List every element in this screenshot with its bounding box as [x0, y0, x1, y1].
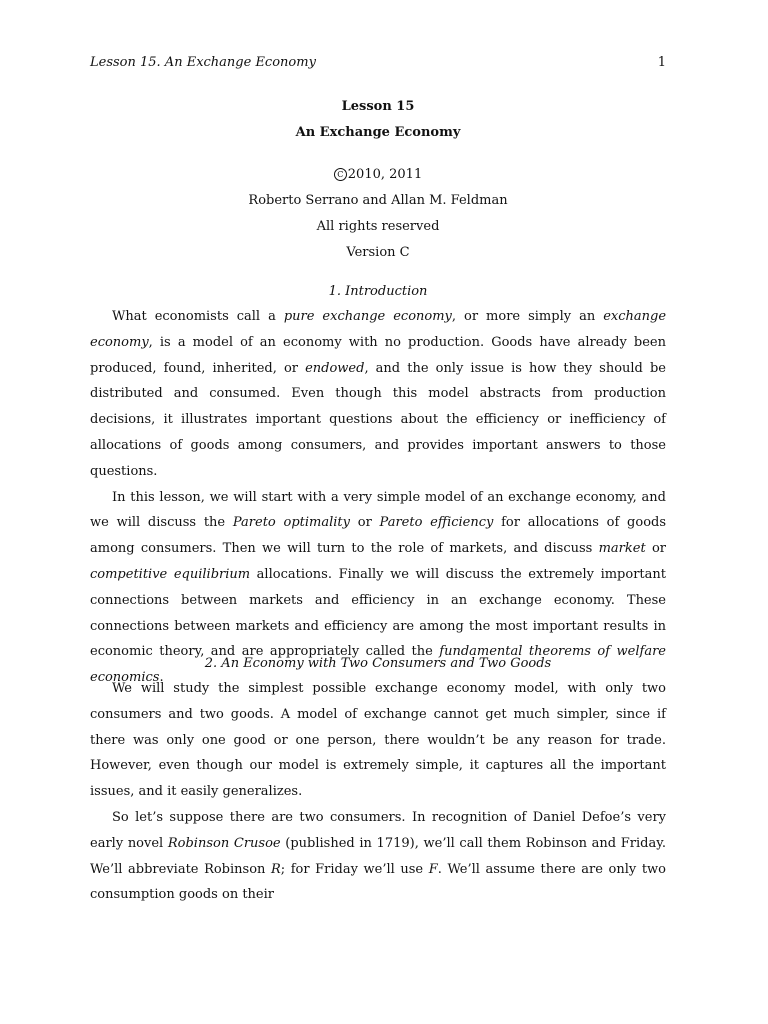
math-variable: F: [428, 861, 438, 877]
math-variable: R: [270, 861, 281, 877]
paragraph: We will study the simplest possible exchange economy model, with only two consumers and two goods. A model of exchange cannot get much simpler, since if there was only one good or one person, there wouldn’t be any reason for trade. However, even though our model is extremely simple, it captures all the important issues, and it easily generalizes.: [90, 681, 666, 800]
text-run: So let’s suppose there are two consumers. In recognition of Daniel Defoe’s very early novel: [90, 809, 666, 851]
running-header-title: Lesson 15. An Exchange Economy: [90, 55, 316, 70]
lesson-number: Lesson 15: [341, 99, 415, 114]
text-run: , and the only issue is how they should be distributed and consumed. Even though this model abstracts from production decisions, it illustrates important questions about the efficiency or inefficiency of allocations of goods among consumers, and provides important answers to those questions.: [90, 360, 666, 479]
paragraph: [90, 805, 666, 908]
text-run: In this lesson, we will start with a very simple model of an exchange economy, and we will discuss the: [90, 489, 666, 531]
text-run: , or more simply an: [451, 309, 604, 324]
section-heading-two-consumers: 2. An Economy with Two Consumers and Two Goods: [204, 656, 552, 671]
emphasis-term: Pareto optimality: [232, 515, 350, 531]
section-heading-introduction: 1. Introduction: [328, 284, 428, 299]
emphasis-term: exchange economy: [90, 309, 667, 350]
title-block: [90, 99, 666, 261]
section-two-consumers-body: [90, 676, 666, 908]
emphasis-term: competitive equilibrium: [90, 566, 251, 582]
page-number: 1: [657, 55, 666, 70]
emphasis-term: pure exchange economy: [283, 309, 452, 324]
lesson-title: An Exchange Economy: [295, 125, 461, 140]
paragraph: [90, 304, 666, 485]
text-run: or: [645, 541, 666, 557]
text-run: allocations. Finally we will discuss the extremely important connections between markets and efficiency in an exchange economy. These connections between markets and efficiency are among the most important results in economic theory, and are appropriately called the: [90, 566, 666, 660]
section-introduction-body: [90, 304, 666, 691]
emphasis-term: market: [598, 541, 646, 557]
text-run: ; for Friday we’ll use: [280, 861, 429, 877]
emphasis-term: endowed: [305, 360, 365, 376]
emphasis-term: Pareto efficiency: [379, 515, 494, 531]
text-run: . We’ll assume there are only two consumption goods on their: [90, 861, 666, 903]
copyright-icon: C: [334, 168, 347, 181]
copyright-years: 2010, 2011: [347, 167, 423, 182]
text-run: What economists call a: [112, 309, 284, 324]
text-run: .: [159, 670, 164, 686]
authors: Roberto Serrano and Allan M. Feldman: [248, 193, 508, 208]
text-run: for allocations of goods among consumers. Then we will turn to the role of markets, and discuss: [90, 515, 667, 557]
text-run: , is a model of an economy with no production. Goods have already been produced, found, inherited, or: [90, 334, 666, 376]
emphasis-term: Robinson Crusoe: [167, 835, 281, 851]
copyright-line: [90, 167, 666, 183]
text-run: (published in 1719), we’ll call them Robinson and Friday. We’ll abbreviate Robinson: [90, 835, 666, 877]
emphasis-term: fundamental theorems of welfare economics: [90, 644, 666, 686]
text-run: or: [350, 515, 380, 531]
running-header: [90, 55, 666, 71]
version-label: Version C: [346, 245, 410, 260]
rights-notice: All rights reserved: [316, 219, 440, 234]
